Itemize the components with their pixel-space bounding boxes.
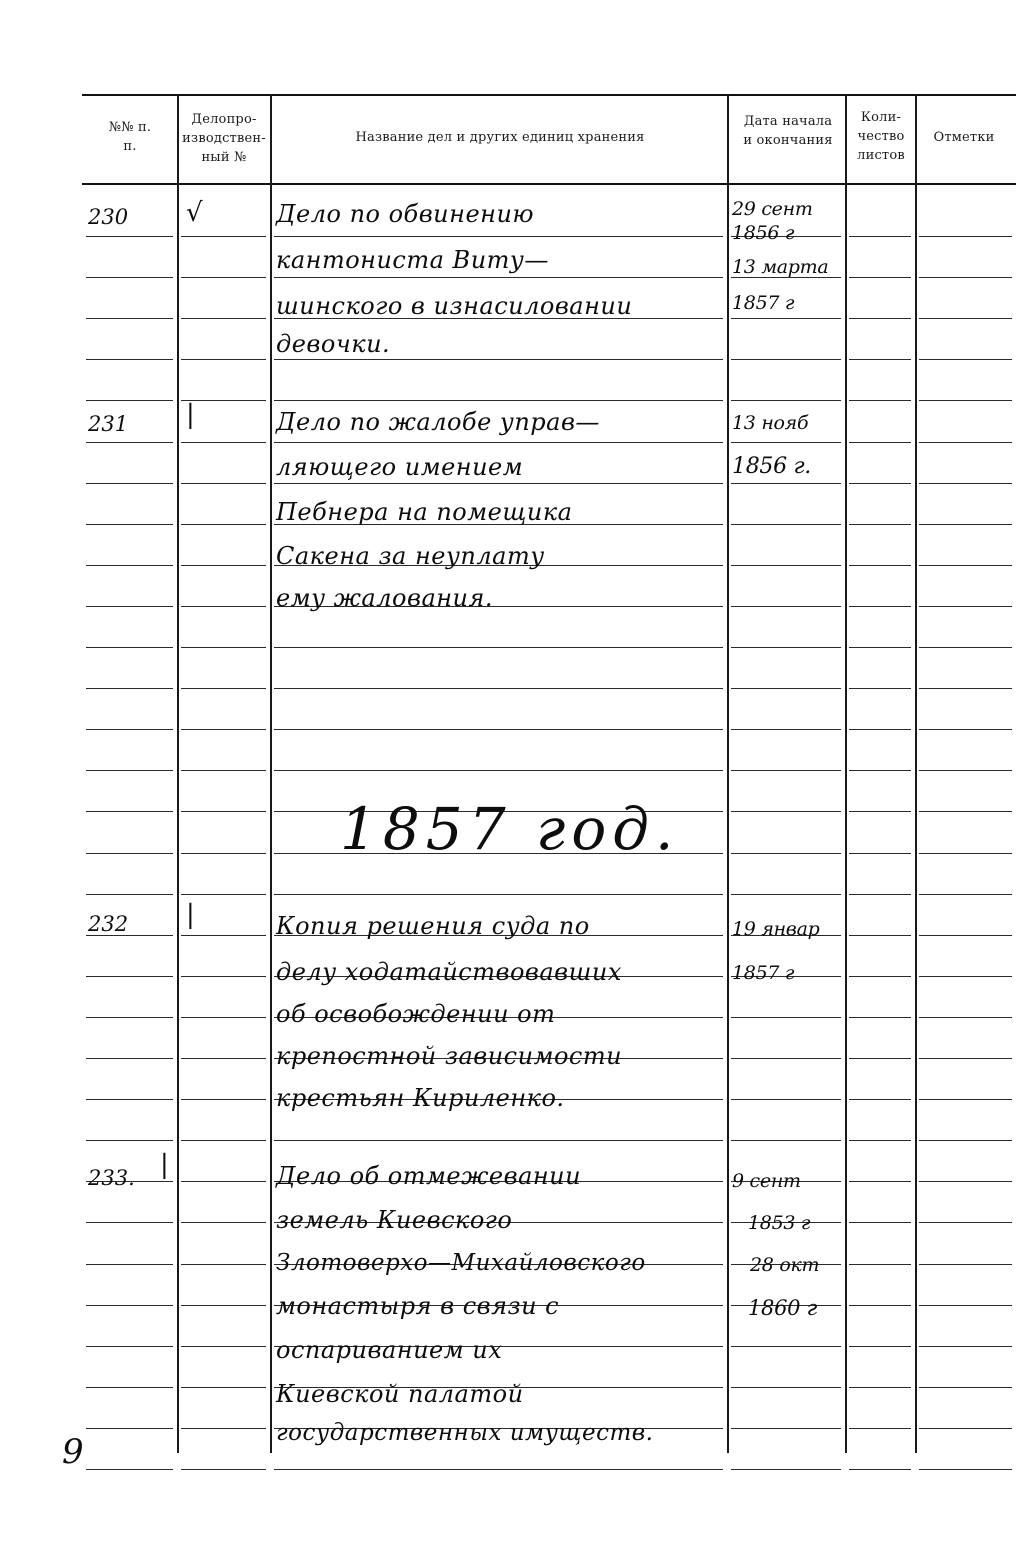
rule-line xyxy=(86,647,173,648)
rule-line xyxy=(849,1058,911,1059)
entry-title-line: Пебнера на помещика xyxy=(276,498,573,526)
rule-line xyxy=(181,236,266,237)
rule-line xyxy=(181,647,266,648)
rule-line xyxy=(919,524,1012,525)
rule-line xyxy=(919,1264,1012,1265)
rule-line xyxy=(181,1264,266,1265)
header-office-number: Делопро-изводствен-ный № xyxy=(182,112,266,165)
column-divider xyxy=(915,94,917,1453)
rule-line xyxy=(181,483,266,484)
rule-line xyxy=(731,318,841,319)
rule-line xyxy=(731,1346,841,1347)
rule-line xyxy=(919,1181,1012,1182)
entry-title-line: Злотоверхо—Михайловского xyxy=(276,1250,646,1276)
rule-line xyxy=(274,729,723,730)
rule-line xyxy=(181,935,266,936)
rule-line xyxy=(274,1140,723,1141)
rule-line xyxy=(86,359,173,360)
rule-line xyxy=(86,318,173,319)
rule-line xyxy=(181,894,266,895)
rule-line xyxy=(86,1346,173,1347)
rule-line xyxy=(849,688,911,689)
rule-line xyxy=(849,1428,911,1429)
rule-line xyxy=(849,1222,911,1223)
rule-line xyxy=(731,1140,841,1141)
rule-line xyxy=(86,1264,173,1265)
rule-line xyxy=(919,359,1012,360)
entry-date-line: 1856 г. xyxy=(732,454,811,479)
rule-line xyxy=(849,524,911,525)
entry-title-line: монастыря в связи с xyxy=(276,1292,560,1320)
rule-line xyxy=(919,647,1012,648)
rule-line xyxy=(849,1469,911,1470)
rule-line xyxy=(849,1346,911,1347)
rule-line xyxy=(181,277,266,278)
rule-line xyxy=(274,277,723,278)
rule-line xyxy=(919,1058,1012,1059)
rule-line xyxy=(731,770,841,771)
header-sheets: Коли-чество листов xyxy=(857,110,905,163)
header-dates: Дата начала и окончания xyxy=(743,114,833,148)
rule-line xyxy=(731,853,841,854)
rule-line xyxy=(849,1140,911,1141)
entry-title-line: оспариванием их xyxy=(276,1336,503,1364)
rule-line xyxy=(919,894,1012,895)
rule-line xyxy=(919,1469,1012,1470)
rule-line xyxy=(849,359,911,360)
entry-number: 230 xyxy=(88,205,129,229)
rule-line xyxy=(731,442,841,443)
rule-line xyxy=(731,359,841,360)
rule-line xyxy=(181,1140,266,1141)
column-divider xyxy=(177,94,179,1453)
rule-line xyxy=(86,1469,173,1470)
entry-title-line: Дело по жалобе управ— xyxy=(276,408,600,436)
rule-line xyxy=(731,647,841,648)
entry-title-line: ему жалования. xyxy=(276,584,494,612)
rule-line xyxy=(86,1017,173,1018)
rule-line xyxy=(919,1099,1012,1100)
rule-line xyxy=(849,483,911,484)
rule-line xyxy=(181,1469,266,1470)
rule-line xyxy=(86,1387,173,1388)
entry-date-line: 13 марта xyxy=(732,256,829,278)
entry-title-line: Дело по обвинению xyxy=(276,200,535,228)
check-mark: | xyxy=(160,1150,169,1180)
rule-line xyxy=(731,894,841,895)
entry-date-line: 9 сент xyxy=(732,1170,801,1192)
rule-line xyxy=(731,729,841,730)
rule-line xyxy=(86,606,173,607)
rule-line xyxy=(181,1099,266,1100)
rule-line xyxy=(181,1387,266,1388)
entry-date-line: 1853 г xyxy=(748,1212,811,1234)
entry-date-line: 29 сент xyxy=(732,198,813,220)
entry-title-line: девочки. xyxy=(276,330,391,358)
rule-line xyxy=(181,1305,266,1306)
rule-line xyxy=(919,236,1012,237)
rule-line xyxy=(919,1346,1012,1347)
rule-line xyxy=(181,976,266,977)
rule-line xyxy=(731,1058,841,1059)
rule-line xyxy=(731,400,841,401)
rule-line xyxy=(181,606,266,607)
rule-line xyxy=(919,976,1012,977)
rule-line xyxy=(919,606,1012,607)
column-divider xyxy=(727,94,729,1453)
top-rule xyxy=(82,94,1016,96)
rule-line xyxy=(849,853,911,854)
rule-line xyxy=(181,318,266,319)
rule-line xyxy=(849,400,911,401)
entry-title-line: кантониста Виту— xyxy=(276,246,549,274)
rule-line xyxy=(181,565,266,566)
rule-line xyxy=(86,894,173,895)
rule-line xyxy=(919,1222,1012,1223)
rule-line xyxy=(86,565,173,566)
rule-line xyxy=(731,606,841,607)
rule-line xyxy=(919,1305,1012,1306)
entry-title-line: Дело об отмежевании xyxy=(276,1162,582,1190)
entry-title-line: государственных имуществ. xyxy=(276,1420,654,1446)
column-divider xyxy=(270,94,272,1453)
rule-line xyxy=(849,647,911,648)
entry-title-line: крестьян Кириленко. xyxy=(276,1084,565,1112)
rule-line xyxy=(86,1140,173,1141)
rule-line xyxy=(181,1222,266,1223)
rule-line xyxy=(731,811,841,812)
rule-line xyxy=(86,1058,173,1059)
rule-line xyxy=(86,1305,173,1306)
rule-line xyxy=(919,935,1012,936)
entry-date-line: 13 нояб xyxy=(732,412,809,434)
rule-line xyxy=(919,1140,1012,1141)
entry-title-line: крепостной зависимости xyxy=(276,1042,623,1070)
rule-line xyxy=(731,1017,841,1018)
entry-date-line: 28 окт xyxy=(750,1254,820,1276)
rule-line xyxy=(731,565,841,566)
rule-line xyxy=(86,483,173,484)
rule-line xyxy=(86,729,173,730)
entry-date-line: 1860 г xyxy=(748,1296,817,1320)
entry-date-line: 1857 г xyxy=(732,962,795,984)
rule-line xyxy=(919,1428,1012,1429)
rule-line xyxy=(849,976,911,977)
entry-date-line: 1856 г xyxy=(732,222,795,244)
entry-date-line: 19 январ xyxy=(732,918,820,940)
rule-line xyxy=(919,811,1012,812)
entry-title-line: земель Киевского xyxy=(276,1206,513,1234)
rule-line xyxy=(274,442,723,443)
header-number: №№ п. п. xyxy=(108,120,152,154)
entry-number: 231 xyxy=(88,412,129,436)
rule-line xyxy=(731,483,841,484)
header-bottom-rule xyxy=(82,183,1016,185)
rule-line xyxy=(731,1469,841,1470)
rule-line xyxy=(274,688,723,689)
year-heading: 1857 год. xyxy=(340,795,680,863)
rule-line xyxy=(919,770,1012,771)
rule-line xyxy=(86,811,173,812)
rule-line xyxy=(849,1099,911,1100)
page-number-mark: 9 xyxy=(62,1432,84,1472)
rule-line xyxy=(274,359,723,360)
rule-line xyxy=(919,688,1012,689)
rule-line xyxy=(919,277,1012,278)
header-title: Название дел и других единиц хранения xyxy=(355,130,645,145)
rule-line xyxy=(731,1387,841,1388)
entry-number: 233. xyxy=(88,1166,135,1190)
rule-line xyxy=(181,1181,266,1182)
rule-line xyxy=(86,1428,173,1429)
rule-line xyxy=(849,442,911,443)
rule-line xyxy=(731,688,841,689)
rule-line xyxy=(849,1387,911,1388)
rule-line xyxy=(181,1017,266,1018)
column-divider xyxy=(845,94,847,1453)
rule-line xyxy=(919,565,1012,566)
rule-line xyxy=(849,565,911,566)
rule-line xyxy=(919,318,1012,319)
rule-line xyxy=(849,935,911,936)
rule-line xyxy=(181,1058,266,1059)
rule-line xyxy=(849,1181,911,1182)
rule-line xyxy=(86,442,173,443)
rule-line xyxy=(181,524,266,525)
rule-line xyxy=(849,236,911,237)
rule-line xyxy=(849,318,911,319)
rule-line xyxy=(274,400,723,401)
rule-line xyxy=(181,1346,266,1347)
rule-line xyxy=(274,647,723,648)
rule-line xyxy=(86,400,173,401)
rule-line xyxy=(919,1387,1012,1388)
entry-title-line: Копия решения суда по xyxy=(276,912,590,940)
rule-line xyxy=(919,400,1012,401)
rule-line xyxy=(181,729,266,730)
rule-line xyxy=(181,688,266,689)
rule-line xyxy=(86,524,173,525)
rule-line xyxy=(919,1017,1012,1018)
rule-line xyxy=(849,894,911,895)
rule-line xyxy=(274,894,723,895)
rule-line xyxy=(731,524,841,525)
rule-line xyxy=(181,1428,266,1429)
entry-title-line: ляющего имением xyxy=(276,453,524,481)
rule-line xyxy=(849,1017,911,1018)
rule-line xyxy=(919,853,1012,854)
rule-line xyxy=(849,1305,911,1306)
rule-line xyxy=(86,688,173,689)
rule-line xyxy=(86,236,173,237)
rule-line xyxy=(181,853,266,854)
rule-line xyxy=(731,1099,841,1100)
entry-date-line: 1857 г xyxy=(732,292,795,314)
rule-line xyxy=(181,442,266,443)
rule-line xyxy=(86,277,173,278)
rule-line xyxy=(274,770,723,771)
rule-line xyxy=(274,483,723,484)
check-mark: | xyxy=(186,900,195,930)
rule-line xyxy=(919,483,1012,484)
entry-title-line: об освобождении от xyxy=(276,1000,556,1028)
rule-line xyxy=(274,236,723,237)
rule-line xyxy=(849,770,911,771)
entry-title-line: Сакена за неуплату xyxy=(276,542,545,570)
rule-line xyxy=(919,442,1012,443)
rule-line xyxy=(86,770,173,771)
rule-line xyxy=(849,606,911,607)
rule-line xyxy=(274,1469,723,1470)
rule-line xyxy=(849,1264,911,1265)
rule-line xyxy=(849,729,911,730)
rule-line xyxy=(181,811,266,812)
header-notes: Отметки xyxy=(933,130,995,145)
rule-line xyxy=(849,277,911,278)
rule-line xyxy=(849,811,911,812)
rule-line xyxy=(181,359,266,360)
entry-title-line: делу ходатайствовавших xyxy=(276,958,622,986)
entry-title-line: шинского в изнасиловании xyxy=(276,292,633,320)
rule-line xyxy=(86,1099,173,1100)
rule-line xyxy=(731,1428,841,1429)
rule-line xyxy=(919,729,1012,730)
entry-number: 232 xyxy=(88,912,129,936)
rule-line xyxy=(86,853,173,854)
check-mark: | xyxy=(186,400,195,430)
entry-title-line: Киевской палатой xyxy=(276,1380,524,1408)
rule-line xyxy=(86,1222,173,1223)
rule-line xyxy=(181,770,266,771)
check-mark: √ xyxy=(186,198,203,228)
rule-line xyxy=(86,976,173,977)
